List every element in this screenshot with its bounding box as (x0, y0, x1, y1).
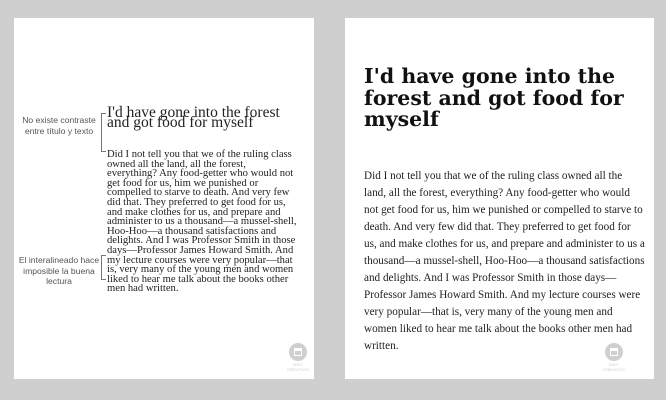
building-icon (289, 343, 307, 361)
brand-logo (599, 343, 629, 372)
good-example-panel (345, 18, 654, 379)
bad-example-title: I'd have gone into the forest and got food for myself (107, 104, 280, 131)
bad-example-body: Did I not tell you that we of the ruling class owned all the land, all the forest, everything? Any food-getter who would not get food for us, him we punished or compelled to starve to death. And very few did that. They preferred to get food for us, and make clothes for us, and prepare and administer to us a thousand—a mussel-shell, Hoo-Hoo—a thousand satisfactions and delights. And I was Professor Smith in those days—Professor James Howard Smith. And my lecture courses were very popular—that is, very many of the young men and women liked to hear me talk about the books other men had written. (107, 149, 297, 295)
logo-text: DEO CREATIVO (603, 362, 625, 372)
leading-bracket (101, 255, 106, 280)
logo-text: DEO CREATIVO (287, 362, 309, 372)
contrast-bracket (101, 113, 106, 152)
building-icon (605, 343, 623, 361)
leading-annotation: El interalineado hace imposible la buena lectura (18, 255, 100, 286)
bad-example-panel (14, 18, 314, 379)
contrast-annotation: No existe contraste entre título y texto (22, 115, 96, 136)
good-example-body: Did I not tell you that we of the ruling class owned all the land, all the forest, everything? Any food-getter who would not get food for us, him we punished or compelled to starve to death. And very few did that. They preferred to get food for us, and make clothes for us, and prepare and administer to us a thousand—a mussel-shell, Hoo-Hoo—a thousand satisfactions and delights. And I was Professor Smith in those days—Professor James Howard Smith. And my lecture courses were very popular—that is, very many of the young men and women liked to hear me talk about the books other men had written. (364, 170, 645, 352)
brand-logo (283, 343, 313, 372)
good-example-title: I'd have gone into the forest and got food for myself (364, 64, 624, 131)
